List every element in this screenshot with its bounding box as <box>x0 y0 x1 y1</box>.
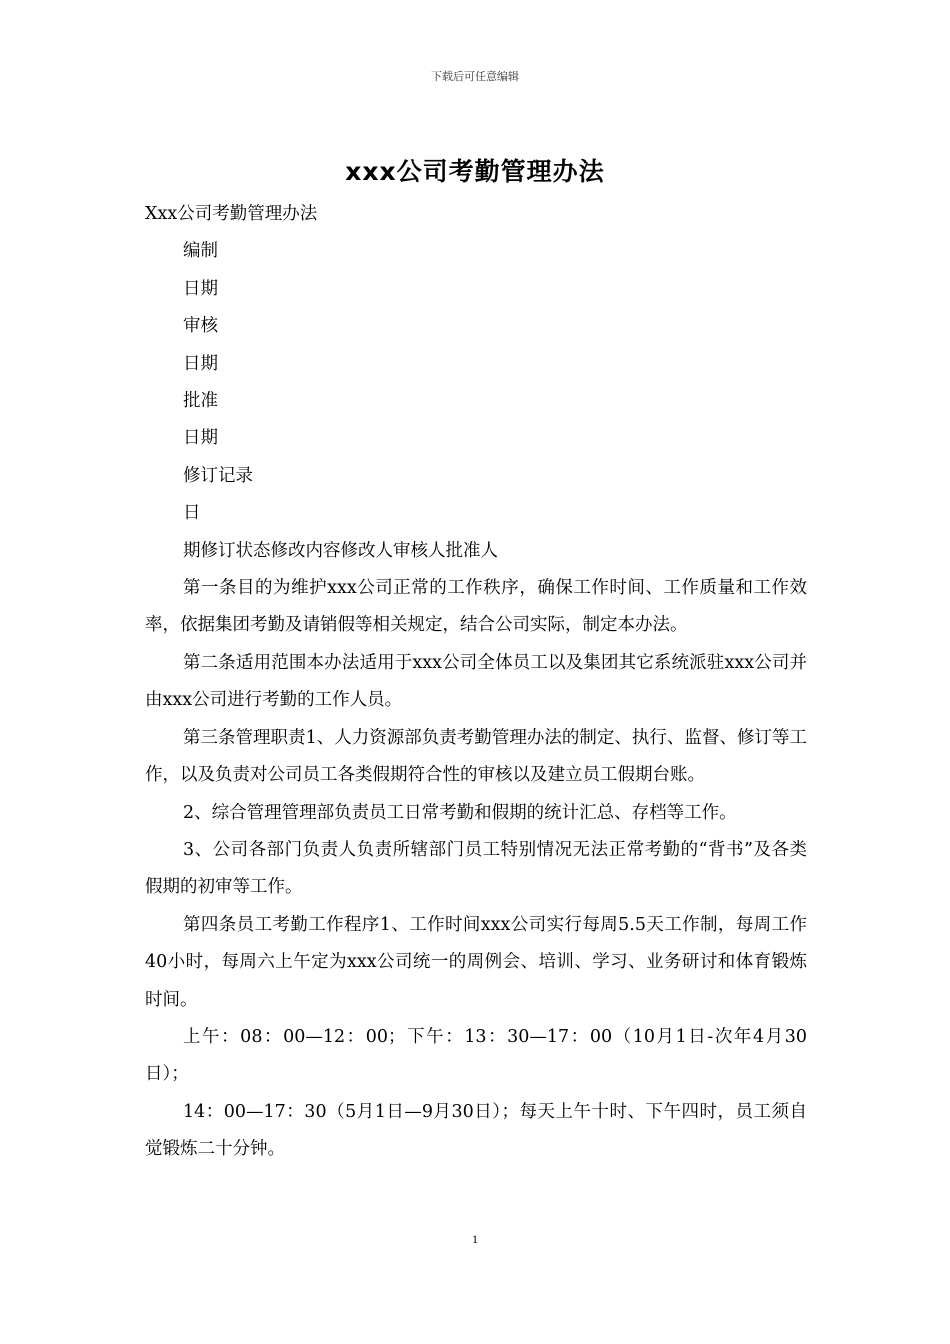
field-compile: 编制 <box>183 241 218 262</box>
paragraph-article-1: 第一条目的为维护xxx公司正常的工作秩序，确保工作时间、工作质量和工作效率，依据集团考勤及请销假等相关规定，结合公司实际，制定本办法。 <box>145 578 807 636</box>
field-date-1: 日期 <box>183 278 218 299</box>
paragraph-article-3-item-3: 3、公司各部门负责人负责所辖部门员工特别情况无法正常考勤的“背书”及各类假期的初审等工作。 <box>145 839 807 898</box>
field-day: 日 <box>183 503 201 524</box>
field-revision-header: 期修订状态修改内容修改人审核人批准人 <box>183 540 498 561</box>
field-date-2: 日期 <box>183 353 218 374</box>
paragraph-article-2: 第二条适用范围本办法适用于xxx公司全体员工以及集团其它系统派驻xxx公司并由xxx公司进行考勤的工作人员。 <box>145 652 807 711</box>
field-approve: 批准 <box>183 391 218 412</box>
field-date-3: 日期 <box>183 428 218 449</box>
subtitle-line: Xxx公司考勤管理办法 <box>145 204 318 224</box>
document-body <box>145 196 807 1169</box>
document-title: xxx公司考勤管理办法 <box>345 157 605 186</box>
paragraph-work-hours-winter: 上午：08：00—12：00；下午：13：30—17：00（10月1日-次年4月30日）； <box>145 1026 807 1085</box>
page-header-note: 下载后可任意编辑 <box>431 70 519 83</box>
paragraph-article-4: 第四条员工考勤工作程序1、工作时间xxx公司实行每周5.5天工作制，每周工作40小时，每周六上午定为xxx公司统一的周例会、培训、学习、业务研讨和体育锻炼时间。 <box>145 914 807 1010</box>
field-revision-record: 修订记录 <box>183 465 253 486</box>
paragraph-work-hours-summer: 14：00—17：30（5月1日—9月30日）；每天上午十时、下午四时，员工须自觉锻炼二十分钟。 <box>145 1101 807 1160</box>
page-number: 1 <box>472 1232 478 1246</box>
paragraph-article-3-item-2: 2、综合管理管理部负责员工日常考勤和假期的统计汇总、存档等工作。 <box>183 802 737 823</box>
paragraph-article-3: 第三条管理职责1、人力资源部负责考勤管理办法的制定、执行、监督、修订等工作，以及负责对公司员工各类假期符合性的审核以及建立员工假期台账。 <box>145 727 807 786</box>
field-review: 审核 <box>183 316 218 337</box>
